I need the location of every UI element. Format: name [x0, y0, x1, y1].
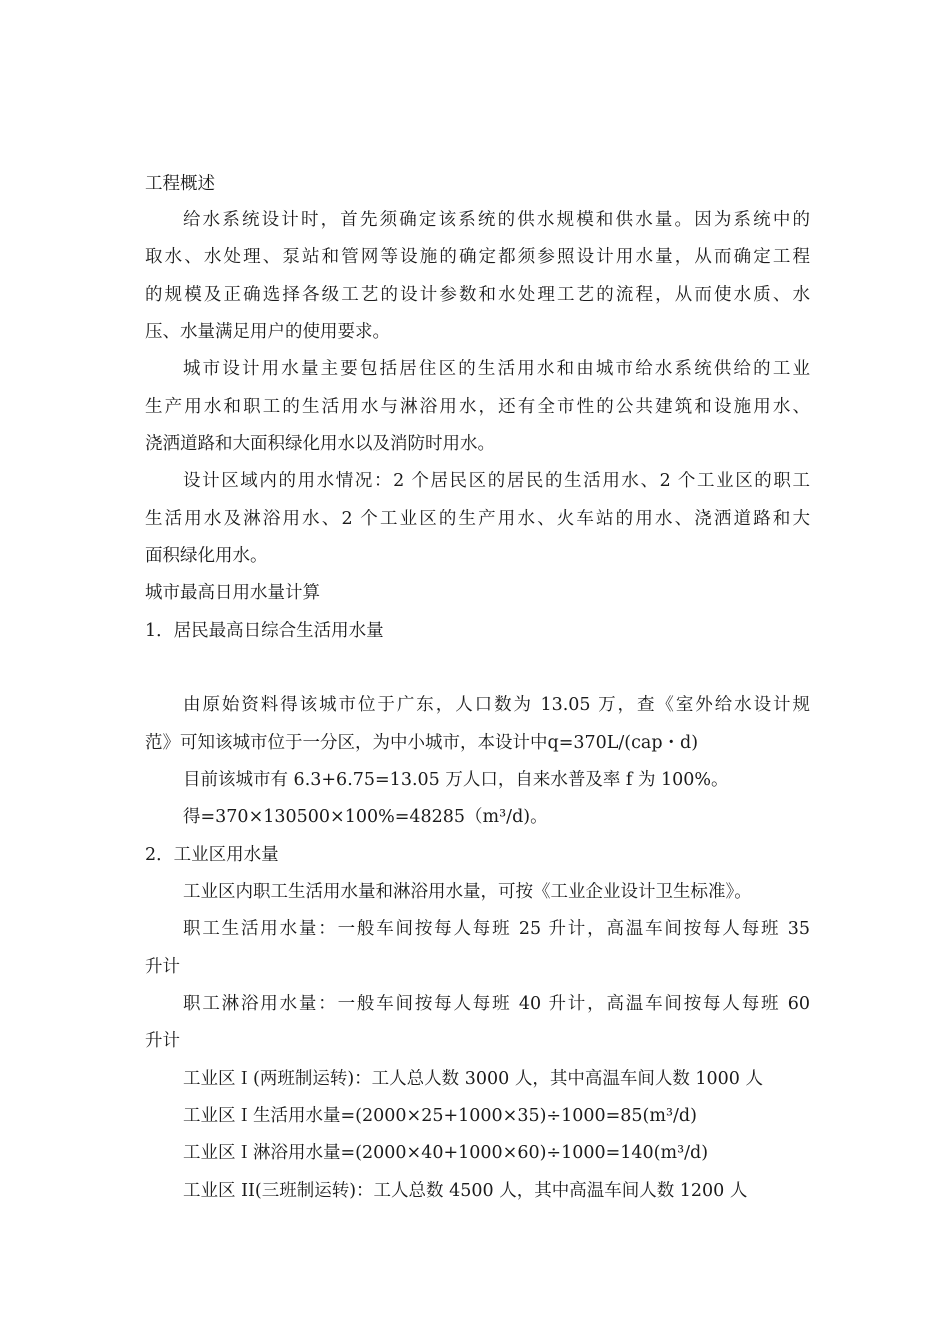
paragraph-line: 浇洒道路和大面积绿化用水以及消防时用水。: [145, 434, 495, 454]
paragraph-line: 由原始资料得该城市位于广东，人口数为 13.05 万，查《室外给水设计规: [183, 695, 810, 715]
paragraph-line: 的规模及正确选择各级工艺的设计参数和水处理工艺的流程，从而使水质、水: [145, 285, 810, 305]
paragraph-line: 压、水量满足用户的使用要求。: [145, 322, 390, 342]
paragraph-line: 给水系统设计时，首先须确定该系统的供水规模和供水量。因为系统中的: [183, 210, 810, 230]
item-1-title: 1．居民最高日综合生活用水量: [145, 621, 384, 641]
paragraph-line: 工业区Ｉ淋浴用水量=(2000×40+1000×60)÷1000=140(m³/d): [183, 1143, 709, 1163]
paragraph-line: 取水、水处理、泵站和管网等设施的确定都须参照设计用水量，从而确定工程: [145, 247, 810, 267]
paragraph-line: 职工淋浴用水量：一般车间按每人每班 40 升计，高温车间按每人每班 60: [183, 994, 810, 1014]
paragraph-line: 城市设计用水量主要包括居住区的生活用水和由城市给水系统供给的工业: [183, 359, 810, 379]
paragraph-line: 得=370×130500×100%=48285（m³/d)。: [183, 807, 548, 827]
paragraph-line: 目前该城市有 6.3+6.75=13.05 万人口，自来水普及率 f 为 100%。: [183, 770, 729, 790]
paragraph-line: 设计区域内的用水情况：2 个居民区的居民的生活用水、2 个工业区的职工: [183, 471, 810, 491]
paragraph-line: 面积绿化用水。: [145, 546, 268, 566]
paragraph-line: 工业区Ｉ(两班制运转)：工人总人数 3000 人，其中高温车间人数 1000 人: [183, 1069, 763, 1089]
item-2-title: 2．工业区用水量: [145, 845, 279, 865]
paragraph-line: 职工生活用水量：一般车间按每人每班 25 升计，高温车间按每人每班 35: [183, 919, 810, 939]
paragraph-line: 升计: [145, 957, 180, 977]
paragraph-line: 生产用水和职工的生活用水与淋浴用水，还有全市性的公共建筑和设施用水、: [145, 397, 810, 417]
paragraph-line: 工业区Ｉ生活用水量=(2000×25+1000×35)÷1000=85(m³/d): [183, 1106, 697, 1126]
paragraph-line: 升计: [145, 1031, 180, 1051]
heading-overview: 工程概述: [145, 174, 215, 194]
heading-calc: 城市最高日用水量计算: [145, 583, 320, 603]
paragraph-line: 范》可知该城市位于一分区，为中小城市，本设计中q=370L/(cap・d): [145, 733, 699, 753]
paragraph-line: 工业区内职工生活用水量和淋浴用水量，可按《工业企业设计卫生标准》。: [183, 882, 752, 902]
paragraph-line: 工业区 II(三班制运转)：工人总数 4500 人，其中高温车间人数 1200 人: [183, 1181, 748, 1201]
paragraph-line: 生活用水及淋浴用水、2 个工业区的生产用水、火车站的用水、浇洒道路和大: [145, 509, 810, 529]
